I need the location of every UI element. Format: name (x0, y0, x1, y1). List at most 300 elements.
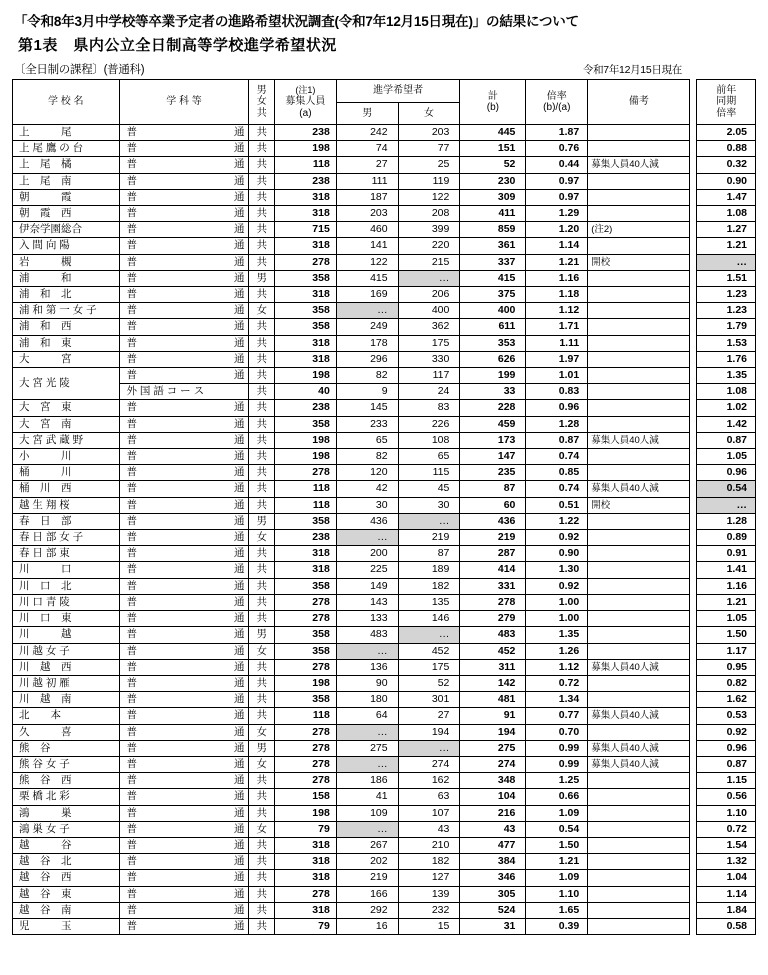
cell-sex: 共 (249, 465, 275, 481)
cell-capacity: 318 (275, 870, 337, 886)
cell-total: 31 (460, 918, 526, 934)
cell-prev-ratio: 1.84 (697, 902, 756, 918)
cell-course (119, 416, 249, 432)
subheader (14, 61, 754, 77)
course-text: 普 通 (126, 320, 245, 333)
cell-capacity: 318 (275, 238, 337, 254)
cell-ratio: 1.12 (526, 659, 588, 675)
prev-ratio-row (697, 303, 756, 319)
cell-male: 145 (336, 400, 398, 416)
table-row (13, 659, 690, 675)
course-text: 普 通 (126, 547, 245, 560)
school-name-text: 川 越 (19, 628, 72, 641)
cell-note (588, 805, 690, 821)
cell-prev-ratio: 1.02 (697, 400, 756, 416)
cell-course (119, 821, 249, 837)
cell-female: 175 (398, 335, 460, 351)
cell-total: 142 (460, 675, 526, 691)
cell-female: 206 (398, 287, 460, 303)
cell-total: 459 (460, 416, 526, 432)
header-total (460, 80, 526, 125)
course-text: 普 通 (126, 450, 245, 463)
cell-note: 募集人員40人減 (588, 432, 690, 448)
cell-course (119, 222, 249, 238)
table-row (13, 400, 690, 416)
cell-ratio: 0.96 (526, 400, 588, 416)
course-text: 普 通 (126, 531, 245, 544)
cell-female: 63 (398, 789, 460, 805)
cell-sex: 共 (249, 384, 275, 400)
cell-male: 242 (336, 125, 398, 141)
prev-ratio-row (697, 594, 756, 610)
table-row (13, 206, 690, 222)
cell-total: 275 (460, 740, 526, 756)
cell-sex: 共 (249, 449, 275, 465)
school-name-text: 川 越 西 (19, 660, 72, 673)
header-ratio (526, 80, 588, 125)
cell-ratio: 0.74 (526, 449, 588, 465)
course-text: 普 通 (126, 579, 245, 592)
cell-prev-ratio: 1.32 (697, 854, 756, 870)
cell-capacity: 198 (275, 368, 337, 384)
cell-school-name (13, 659, 120, 675)
table-row (13, 513, 690, 529)
course-text: 普 通 (126, 369, 245, 382)
table-row (13, 724, 690, 740)
cell-male: 27 (336, 157, 398, 173)
side-table-header (697, 80, 756, 125)
course-text: 普 通 (126, 741, 245, 754)
cell-sex: 共 (249, 416, 275, 432)
school-name-text: 上 尾 鷹 の 台 (19, 142, 84, 155)
school-name-text: 浦 和 東 (19, 336, 72, 349)
course-text: 普 通 (126, 725, 245, 738)
cell-ratio: 0.39 (526, 918, 588, 934)
school-name-text: 大 宮 (19, 352, 72, 365)
cell-course (119, 254, 249, 270)
cell-total: 384 (460, 854, 526, 870)
school-name-text: 越 谷 (19, 838, 72, 851)
cell-sex: 共 (249, 497, 275, 513)
header-female: 女 (398, 102, 460, 125)
cell-ratio: 1.21 (526, 854, 588, 870)
cell-total: 104 (460, 789, 526, 805)
cell-prev-ratio: 0.32 (697, 157, 756, 173)
course-text: 普 通 (126, 288, 245, 301)
header-sex-line-2: 女 (256, 96, 267, 108)
cell-note: 開校 (588, 497, 690, 513)
table-row (13, 368, 690, 384)
table-row (13, 756, 690, 772)
cell-ratio: 0.44 (526, 157, 588, 173)
cell-sex: 共 (249, 351, 275, 367)
course-text: 普 通 (126, 919, 245, 932)
school-name-text: 小 川 (19, 450, 72, 463)
cell-course (119, 449, 249, 465)
cell-note (588, 368, 690, 384)
cell-male: … (336, 643, 398, 659)
table-row (13, 805, 690, 821)
cell-total: 414 (460, 562, 526, 578)
cell-total: 477 (460, 837, 526, 853)
prev-ratio-row (697, 740, 756, 756)
cell-ratio: 0.87 (526, 432, 588, 448)
table-row (13, 837, 690, 853)
course-text: 普 通 (126, 563, 245, 576)
cell-female: 135 (398, 594, 460, 610)
table-row (13, 530, 690, 546)
prev-ratio-row (697, 384, 756, 400)
cell-ratio: 1.34 (526, 692, 588, 708)
cell-school-name (13, 416, 120, 432)
cell-capacity: 358 (275, 692, 337, 708)
table-body (13, 125, 690, 935)
cell-prev-ratio: 0.95 (697, 659, 756, 675)
school-name-text: 熊 谷 (19, 741, 51, 754)
cell-male: 120 (336, 465, 398, 481)
course-text: 普 通 (126, 401, 245, 414)
prev-ratio-row (697, 692, 756, 708)
cell-ratio: 1.97 (526, 351, 588, 367)
course-text: 普 通 (126, 644, 245, 657)
cell-ratio: 1.12 (526, 303, 588, 319)
cell-ratio: 1.30 (526, 562, 588, 578)
cell-capacity: 318 (275, 287, 337, 303)
cell-school-name (13, 611, 120, 627)
cell-female: 122 (398, 189, 460, 205)
cell-male: 169 (336, 287, 398, 303)
cell-sex: 女 (249, 530, 275, 546)
cell-female: 175 (398, 659, 460, 675)
course-text: 普 通 (126, 693, 245, 706)
cell-total: 331 (460, 578, 526, 594)
cell-male: 111 (336, 173, 398, 189)
cell-note: 開校 (588, 254, 690, 270)
cell-male: 187 (336, 189, 398, 205)
cell-prev-ratio: 1.21 (697, 594, 756, 610)
cell-male: 203 (336, 206, 398, 222)
course-text: 普 通 (126, 304, 245, 317)
cell-female: 226 (398, 416, 460, 432)
cell-female: 115 (398, 465, 460, 481)
cell-female: 232 (398, 902, 460, 918)
cell-female: 77 (398, 141, 460, 157)
cell-female: 203 (398, 125, 460, 141)
prev-ratio-row (697, 821, 756, 837)
cell-sex: 共 (249, 854, 275, 870)
table-row (13, 238, 690, 254)
cell-course (119, 837, 249, 853)
cell-course (119, 740, 249, 756)
cell-course (119, 432, 249, 448)
school-name-text: 浦 和 北 (19, 288, 72, 301)
cell-capacity: 278 (275, 740, 337, 756)
cell-capacity: 358 (275, 303, 337, 319)
cell-school-name (13, 335, 120, 351)
as-of-date: 令和7年12月15日現在 (582, 64, 682, 76)
cell-ratio: 1.50 (526, 837, 588, 853)
cell-capacity: 238 (275, 530, 337, 546)
course-text: 普 通 (126, 790, 245, 803)
cell-male: 136 (336, 659, 398, 675)
table-row (13, 432, 690, 448)
cell-male: 296 (336, 351, 398, 367)
cell-sex: 女 (249, 756, 275, 772)
cell-female: 208 (398, 206, 460, 222)
cell-capacity: 358 (275, 578, 337, 594)
cell-male: 16 (336, 918, 398, 934)
cell-capacity: 278 (275, 773, 337, 789)
cell-prev-ratio: 1.62 (697, 692, 756, 708)
cell-sex: 男 (249, 270, 275, 286)
cell-note (588, 773, 690, 789)
cell-total: 173 (460, 432, 526, 448)
school-name-text: 越 谷 西 (19, 871, 72, 884)
cell-total: 33 (460, 384, 526, 400)
cell-capacity: 198 (275, 432, 337, 448)
cell-school-name (13, 578, 120, 594)
prev-ratio-row (697, 222, 756, 238)
cell-sex: 共 (249, 481, 275, 497)
cell-ratio: 0.66 (526, 789, 588, 805)
cell-note (588, 238, 690, 254)
course-text: 普 通 (126, 174, 245, 187)
cell-female: 27 (398, 708, 460, 724)
prev-ratio-row (697, 368, 756, 384)
cell-school-name (13, 141, 120, 157)
cell-ratio: 0.83 (526, 384, 588, 400)
prev-ratio-row (697, 513, 756, 529)
course-text: 普 通 (126, 595, 245, 608)
cell-note (588, 643, 690, 659)
cell-school-name (13, 368, 120, 400)
cell-total: 337 (460, 254, 526, 270)
cell-school-name (13, 481, 120, 497)
cell-ratio: 0.54 (526, 821, 588, 837)
cell-male: 415 (336, 270, 398, 286)
cell-male: 41 (336, 789, 398, 805)
cell-prev-ratio: 1.15 (697, 773, 756, 789)
table-title: 第1表 県内公立全日制高等学校進学希望状況 (18, 37, 337, 54)
course-text: 普 通 (126, 774, 245, 787)
prev-ratio-row (697, 157, 756, 173)
header-applicants-group: 進学希望者 (336, 80, 460, 103)
cell-sex: 共 (249, 611, 275, 627)
cell-ratio: 1.18 (526, 287, 588, 303)
cell-course (119, 189, 249, 205)
cell-female: 43 (398, 821, 460, 837)
cell-sex: 男 (249, 740, 275, 756)
cell-note (588, 189, 690, 205)
cell-course (119, 465, 249, 481)
cell-female: 194 (398, 724, 460, 740)
table-row (13, 578, 690, 594)
prev-ratio-row (697, 627, 756, 643)
header-capacity-note: (注1) (295, 84, 316, 95)
cell-course (119, 173, 249, 189)
cell-prev-ratio: 0.89 (697, 530, 756, 546)
cell-sex: 共 (249, 173, 275, 189)
cell-female: 400 (398, 303, 460, 319)
cell-total: 43 (460, 821, 526, 837)
cell-capacity: 278 (275, 465, 337, 481)
cell-male: 275 (336, 740, 398, 756)
cell-female: 24 (398, 384, 460, 400)
table-row (13, 789, 690, 805)
cell-male: 109 (336, 805, 398, 821)
cell-ratio: 1.25 (526, 773, 588, 789)
cell-course (119, 206, 249, 222)
school-name-text: 桶 川 (19, 466, 72, 479)
cell-ratio: 1.00 (526, 594, 588, 610)
cell-note (588, 918, 690, 934)
cell-male: 143 (336, 594, 398, 610)
cell-ratio: 0.92 (526, 578, 588, 594)
prev-ratio-row (697, 141, 756, 157)
cell-note (588, 562, 690, 578)
prev-ratio-row (697, 546, 756, 562)
cell-sex: 共 (249, 659, 275, 675)
school-name-text: 川 口 青 陵 (19, 595, 70, 608)
cell-capacity: 198 (275, 675, 337, 691)
prev-ratio-row (697, 351, 756, 367)
school-name-text: 越 谷 南 (19, 903, 72, 916)
cell-capacity: 358 (275, 627, 337, 643)
cell-course (119, 805, 249, 821)
course-text: 普 通 (126, 757, 245, 770)
cell-total: 348 (460, 773, 526, 789)
cell-course (119, 562, 249, 578)
cell-note (588, 416, 690, 432)
cell-total: 194 (460, 724, 526, 740)
cell-capacity: 198 (275, 449, 337, 465)
school-name-text: 岩 槻 (19, 255, 72, 268)
cell-female: 87 (398, 546, 460, 562)
course-text: 普 通 (126, 628, 245, 641)
cell-total: 311 (460, 659, 526, 675)
cell-note (588, 578, 690, 594)
cell-note (588, 854, 690, 870)
cell-school-name (13, 627, 120, 643)
cell-female: 146 (398, 611, 460, 627)
prev-ratio-row (697, 206, 756, 222)
school-name-text: 越 谷 東 (19, 887, 72, 900)
cell-sex: 共 (249, 222, 275, 238)
cell-prev-ratio: 1.21 (697, 238, 756, 254)
cell-prev-ratio: 1.47 (697, 189, 756, 205)
cell-male: 30 (336, 497, 398, 513)
prev-ratio-row (697, 578, 756, 594)
cell-note (588, 449, 690, 465)
cell-school-name (13, 870, 120, 886)
cell-capacity: 318 (275, 837, 337, 853)
cell-total: 219 (460, 530, 526, 546)
cell-prev-ratio: … (697, 497, 756, 513)
cell-total: 151 (460, 141, 526, 157)
cell-male: 233 (336, 416, 398, 432)
cell-ratio: 1.21 (526, 254, 588, 270)
cell-school-name (13, 125, 120, 141)
cell-course (119, 125, 249, 141)
cell-female: 139 (398, 886, 460, 902)
table-row (13, 287, 690, 303)
school-name-text: 川 口 北 (19, 579, 72, 592)
cell-ratio: 1.09 (526, 870, 588, 886)
header-capacity (275, 80, 337, 125)
cell-prev-ratio: 1.05 (697, 449, 756, 465)
cell-male: 74 (336, 141, 398, 157)
cell-female: … (398, 627, 460, 643)
cell-total: 436 (460, 513, 526, 529)
cell-sex: 男 (249, 513, 275, 529)
cell-ratio: 0.90 (526, 546, 588, 562)
course-type-label: 〔全日制の課程〕(普通科) (14, 64, 145, 76)
cell-female: 117 (398, 368, 460, 384)
table-row (13, 157, 690, 173)
table-row (13, 141, 690, 157)
cell-total: 353 (460, 335, 526, 351)
cell-prev-ratio: 0.91 (697, 546, 756, 562)
cell-sex: 男 (249, 627, 275, 643)
cell-note: 募集人員40人減 (588, 740, 690, 756)
cell-capacity: 318 (275, 562, 337, 578)
cell-course (119, 918, 249, 934)
cell-ratio: 1.09 (526, 805, 588, 821)
cell-female: 83 (398, 400, 460, 416)
cell-prev-ratio: 0.82 (697, 675, 756, 691)
table-row (13, 740, 690, 756)
cell-female: 108 (398, 432, 460, 448)
cell-ratio: 1.22 (526, 513, 588, 529)
school-name-text: 浦 和 第 一 女 子 (19, 304, 97, 317)
school-name-text: 川 越 初 雁 (19, 676, 70, 689)
cell-capacity: 318 (275, 335, 337, 351)
cell-prev-ratio: 1.14 (697, 886, 756, 902)
cell-total: 305 (460, 886, 526, 902)
cell-capacity: 79 (275, 918, 337, 934)
cell-school-name (13, 886, 120, 902)
cell-ratio: 0.97 (526, 189, 588, 205)
cell-school-name (13, 222, 120, 238)
cell-female: 399 (398, 222, 460, 238)
school-name-text: 越 生 翔 桜 (19, 498, 70, 511)
header-sex-line-3: 共 (256, 107, 267, 119)
cell-prev-ratio: 1.04 (697, 870, 756, 886)
cell-school-name (13, 465, 120, 481)
course-text: 普 通 (126, 838, 245, 851)
school-name-text: 春 日 部 (19, 514, 72, 527)
cell-ratio: 0.74 (526, 481, 588, 497)
cell-capacity: 238 (275, 173, 337, 189)
cell-total: 216 (460, 805, 526, 821)
cell-capacity: 198 (275, 141, 337, 157)
header-school: 学 校 名 (13, 80, 120, 125)
cell-capacity: 318 (275, 351, 337, 367)
cell-ratio: 1.16 (526, 270, 588, 286)
cell-school-name (13, 206, 120, 222)
cell-female: 127 (398, 870, 460, 886)
cell-total: 274 (460, 756, 526, 772)
cell-total: 415 (460, 270, 526, 286)
cell-note: 募集人員40人減 (588, 708, 690, 724)
cell-total: 611 (460, 319, 526, 335)
cell-sex: 共 (249, 837, 275, 853)
cell-school-name (13, 319, 120, 335)
cell-male: 178 (336, 335, 398, 351)
cell-total: 445 (460, 125, 526, 141)
cell-capacity: 118 (275, 157, 337, 173)
prev-ratio-row (697, 562, 756, 578)
